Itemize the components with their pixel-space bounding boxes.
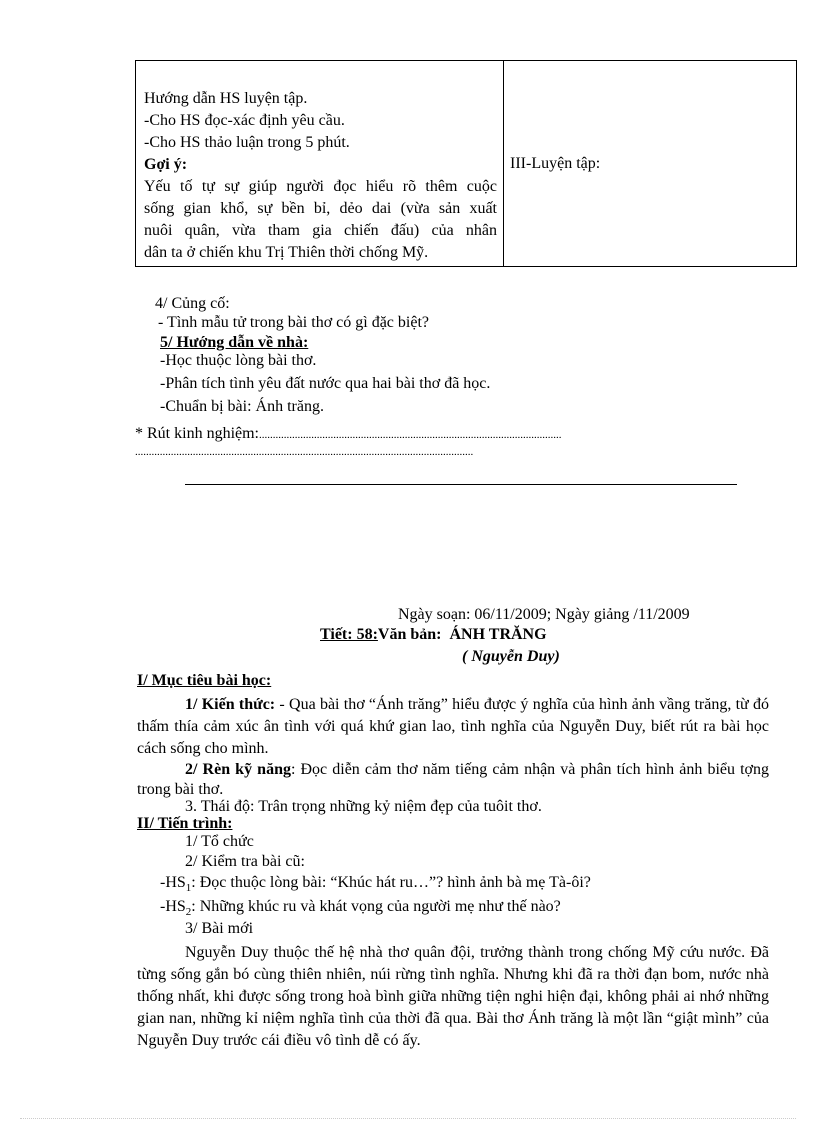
- process-heading: II/ Tiến trình:: [137, 815, 233, 832]
- practice-step: -Cho HS thảo luận trong 5 phút.: [144, 134, 350, 151]
- homework-item: -Học thuộc lòng bài thơ.: [160, 352, 317, 369]
- attitude-line: 3. Thái độ: Trân trọng những kỷ niệm đẹp của tuôit thơ.: [185, 798, 542, 815]
- hint-line: sống gian khổ, sự bền bỉ, dẻo dai (vừa sản xuất: [144, 200, 497, 217]
- homework-item: -Chuẩn bị bài: Ánh trăng.: [160, 398, 324, 415]
- knowledge-label: 1/ Kiến thức:: [185, 696, 276, 713]
- section-divider: [185, 484, 737, 485]
- hint-title: Gợi ý:: [144, 156, 188, 173]
- lesson-plan-table: [135, 60, 797, 267]
- process-step: 2/ Kiểm tra bài cũ:: [185, 853, 305, 870]
- text-type-label: Văn bản:: [377, 626, 442, 643]
- consolidate-question: - Tình mẫu tử trong bài thơ có gì đặc biệt?: [158, 314, 429, 331]
- experience-label: * Rút kinh nghiệm:: [135, 425, 259, 442]
- knowledge-paragraph: [137, 694, 769, 760]
- skill-paragraph: [137, 760, 769, 800]
- consolidate-heading: 4/ Củng cố:: [155, 295, 230, 312]
- intro-paragraph: Nguyễn Duy thuộc thế hệ nhà thơ quân đội, trưởng thành trong chống Mỹ cứu nước. Đã từng sống gắn bó cùng thiên nhiên, núi rừng tình nghĩa. Nhưng khi đã ra thời đạn bom, nước nhà thống nhất, khi được sống trong hoà bình giữa những tiện nghi hiện đại, không phải ai nhớ những gian nan, những kỉ niệm nghĩa tình của thời đã qua. Bài thơ Ánh trăng là một lần “giật mình” của Nguyễn Duy trước cái điều vô tình dễ có ấy.: [137, 944, 769, 1049]
- skill-label: 2/ Rèn kỹ năng: [185, 761, 291, 778]
- check-question: $-HS_2$: Những khúc ru và khát vọng của người mẹ như thế nào?: [160, 898, 561, 919]
- experience-dots: ..............................................................................................................: [259, 429, 562, 441]
- date-line: Ngày soạn: 06/11/2009; Ngày giảng /11/2009: [398, 606, 690, 623]
- lesson-number: Tiết: 58:: [320, 626, 378, 643]
- content-cell: [504, 61, 797, 267]
- practice-guide: Hướng dẫn HS luyện tập.: [144, 90, 308, 107]
- experience-dots-line: ...........................................................................................................................: [135, 446, 474, 458]
- process-step: 1/ Tổ chức: [185, 833, 254, 850]
- poem-author: ( Nguyễn Duy): [462, 648, 560, 665]
- poem-title: ÁNH TRĂNG: [449, 626, 547, 643]
- check-question: $-HS_1$: Đọc thuộc lòng bài: “Khúc hát ru…”? hình ảnh bà mẹ Tà-ôi?: [160, 874, 591, 895]
- knowledge-text: - Qua bài thơ “Ánh trăng” hiểu được ý nghĩa của hình ảnh vầng trăng, từ đó thấm thía cảm xúc ân tình với quá khứ gian lao, tình nghĩa của Nguyễn Duy, biết rút ra bài học cách sống cho mình.: [137, 696, 769, 757]
- objectives-heading: I/ Mục tiêu bài học:: [137, 672, 272, 689]
- experience-row: [135, 425, 562, 443]
- homework-heading: 5/ Hướng dẫn về nhà:: [160, 334, 309, 351]
- hint-line: nuôi quân, vừa tham gia chiến đấu) của nhân: [144, 222, 497, 239]
- skill-text: : Đọc diễn cảm thơ năm tiếng cảm nhận và phân tích hình ảnh biểu tợng trong bài thơ.: [137, 761, 769, 798]
- hint-line: dân ta ở chiến khu Trị Thiên thời chống Mỹ.: [144, 244, 429, 261]
- teacher-activity-cell: [136, 61, 504, 267]
- homework-item: -Phân tích tình yêu đất nước qua hai bài thơ đã học.: [160, 375, 491, 392]
- lesson-title-line: [320, 626, 547, 644]
- hint-line: Yếu tố tự sự giúp người đọc hiểu rõ thêm cuộc: [144, 178, 497, 195]
- page-footer-line: [20, 1118, 796, 1119]
- practice-label: III-Luyện tập:: [510, 154, 601, 172]
- practice-step: -Cho HS đọc-xác định yêu cầu.: [144, 112, 345, 129]
- process-step: 3/ Bài mới: [185, 920, 254, 937]
